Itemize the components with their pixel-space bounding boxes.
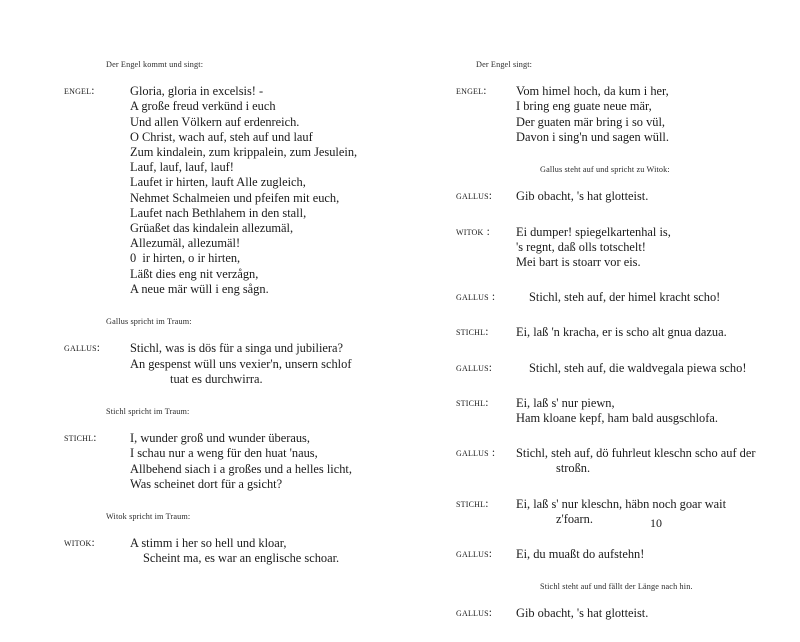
speaker-label: engel: [456, 85, 487, 98]
dialogue-line: Scheint ma, es war an englische schoar. [143, 551, 340, 566]
speaker-label: gallus: [456, 547, 493, 560]
spacer [456, 145, 788, 165]
dialogue-line: Gib obacht, 's hat glotteist. [516, 606, 649, 621]
spacer [456, 477, 788, 497]
dialogue-block [456, 290, 788, 305]
dialogue-lines [516, 606, 788, 621]
spacer [64, 417, 390, 431]
page-number: 10 [650, 516, 662, 530]
spacer [456, 305, 788, 325]
dialogue-line: Laufet ir hirten, lauft Alle zugleich, [130, 175, 306, 190]
spacer [456, 341, 788, 361]
speaker-label: witok : [456, 225, 490, 238]
speaker-label: gallus: [64, 342, 101, 355]
dialogue-line: Mei bart is stoarr vor eis. [516, 254, 641, 269]
stage-direction: Stichl spricht im Traum: [106, 406, 190, 416]
dialogue-block [456, 396, 788, 426]
dialogue-lines [516, 446, 788, 476]
dialogue-lines [516, 225, 788, 271]
dialogue-block [64, 431, 390, 492]
dialogue-block [64, 341, 390, 387]
spacer [456, 70, 788, 84]
spacer [456, 270, 788, 290]
dialogue-line: Lauf, lauf, lauf, lauf! [130, 160, 234, 175]
dialogue-block [456, 497, 788, 527]
speaker-label: gallus : [456, 291, 496, 304]
dialogue-line: z'foarn. [556, 511, 593, 526]
speaker-label: stichl: [456, 497, 489, 510]
dialogue-line: Stichl, steh auf, der himel kracht scho! [529, 290, 721, 305]
dialogue-line: Allbehend siach i a großes und a helles licht, [130, 461, 352, 476]
dialogue-block [456, 606, 788, 621]
spacer [456, 622, 788, 642]
spacer [64, 522, 390, 536]
spacer [64, 327, 390, 341]
dialogue-line: Vom himel hoch, da kum i her, [516, 84, 669, 99]
dialogue-line: Ei, du muaßt do aufstehn! [516, 546, 645, 561]
speaker-label: engel: [64, 85, 95, 98]
dialogue-line: I bring eng guate neue mär, [516, 99, 652, 114]
dialogue-line: A stimm i her so hell und kloar, [130, 536, 287, 551]
dialogue-block [456, 547, 788, 562]
dialogue-line: Stichl, steh auf, die waldvegala piewa scho! [529, 360, 747, 375]
two-column-layout [0, 60, 800, 642]
speaker-label: stichl: [456, 326, 489, 339]
dialogue-line: A neue mär wüll i eng sågn. [130, 281, 269, 296]
dialogue-block [456, 325, 788, 340]
dialogue-line: Was scheinet dort für a gsicht? [130, 476, 283, 491]
dialogue-line: Ei, laß s' nur piewn, [516, 395, 615, 410]
dialogue-lines [516, 189, 788, 204]
dialogue-line: Und allen Völkern auf erdenreich. [130, 114, 300, 129]
dialogue-line: tuat es durchwirra. [170, 371, 263, 386]
dialogue-block [64, 84, 390, 297]
dialogue-block [456, 225, 788, 271]
spacer [64, 567, 390, 587]
speaker-label: gallus : [456, 447, 496, 460]
dialogue-lines [130, 341, 390, 387]
dialogue-line: Ei, laß 'n kracha, er is scho alt gnua dazua. [516, 325, 727, 340]
speaker-label: stichl: [456, 396, 489, 409]
spacer [456, 376, 788, 396]
dialogue-line: O Christ, wach auf, steh auf und lauf [130, 129, 313, 144]
spacer [64, 387, 390, 407]
dialogue-lines [516, 361, 788, 376]
dialogue-block [456, 189, 788, 204]
spacer [456, 562, 788, 582]
speaker-label: gallus: [456, 190, 493, 203]
dialogue-line: Davon i sing'n und sagen wüll. [516, 129, 669, 144]
spacer [456, 527, 788, 547]
stage-direction: Stichl steht auf und fällt der Länge nach hin. [540, 582, 693, 592]
dialogue-line: 's regnt, daß olls totschelt! [516, 239, 646, 254]
speaker-label: gallus: [456, 607, 493, 620]
spacer [64, 70, 390, 84]
dialogue-line: Grüaßet das kindalein allezumäl, [130, 221, 294, 236]
dialogue-line: Läßt dies eng nit verzågn, [130, 266, 259, 281]
dialogue-line: A große freud verkünd i euch [130, 99, 276, 114]
dialogue-line: Gloria, gloria in excelsis! - [130, 84, 264, 99]
dialogue-line: Ei dumper! spiegelkartenhal is, [516, 224, 671, 239]
dialogue-line: Stichl, was is dös für a singa und jubiliera? [130, 341, 344, 356]
dialogue-line: Gib obacht, 's hat glotteist. [516, 189, 649, 204]
dialogue-line: Ham kloane kepf, ham bald ausgschlofa. [516, 410, 718, 425]
dialogue-line: An gespenst wüll uns vexier'n, unsern schlof [130, 356, 352, 371]
spacer [456, 426, 788, 446]
dialogue-line: I, wunder groß und wunder überaus, [130, 431, 310, 446]
dialogue-line: Laufet nach Bethlahem in den stall, [130, 205, 307, 220]
dialogue-block [456, 446, 788, 476]
stage-direction: Witok spricht im Traum: [106, 512, 191, 522]
speaker-label: witok: [64, 537, 95, 550]
dialogue-lines [516, 290, 788, 305]
spacer [456, 592, 788, 606]
right-column [400, 60, 800, 642]
stage-direction: Gallus steht auf und spricht zu Witok: [540, 165, 670, 175]
stage-direction: Der Engel singt: [476, 60, 533, 69]
dialogue-line: Der guaten mär bring i so vül, [516, 114, 665, 129]
dialogue-block [456, 361, 788, 376]
dialogue-line: Allezumäl, allezumäl! [130, 236, 241, 251]
dialogue-line: Ei, laß s' nur kleschn, häbn noch goar wait [516, 496, 727, 511]
dialogue-line: Nehmet Schalmeien und pfeifen mit euch, [130, 190, 340, 205]
dialogue-line: stroßn. [556, 461, 591, 476]
spacer [456, 175, 788, 189]
stage-direction: Der Engel kommt und singt: [106, 60, 204, 69]
speaker-label: gallus: [456, 361, 493, 374]
dialogue-lines [130, 431, 390, 492]
dialogue-line: I schau nur a weng für den huat 'naus, [130, 446, 318, 461]
spacer [456, 205, 788, 225]
dialogue-lines [516, 547, 788, 562]
dialogue-lines [516, 84, 788, 145]
left-column [0, 60, 400, 642]
dialogue-lines [130, 84, 390, 297]
dialogue-line: Zum kindalein, zum krippalein, zum Jesulein, [130, 145, 358, 160]
dialogue-line: Stichl, steh auf, dö fuhrleut kleschn scho auf der [516, 446, 756, 461]
dialogue-block [456, 84, 788, 145]
dialogue-line: 0 ir hirten, o ir hirten, [130, 251, 241, 266]
spacer [64, 297, 390, 317]
speaker-label: stichl: [64, 432, 97, 445]
dialogue-block [64, 536, 390, 566]
dialogue-lines [516, 325, 788, 340]
dialogue-lines [516, 396, 788, 426]
stage-direction: Gallus spricht im Traum: [106, 317, 192, 327]
dialogue-lines [130, 536, 390, 566]
spacer [64, 492, 390, 512]
